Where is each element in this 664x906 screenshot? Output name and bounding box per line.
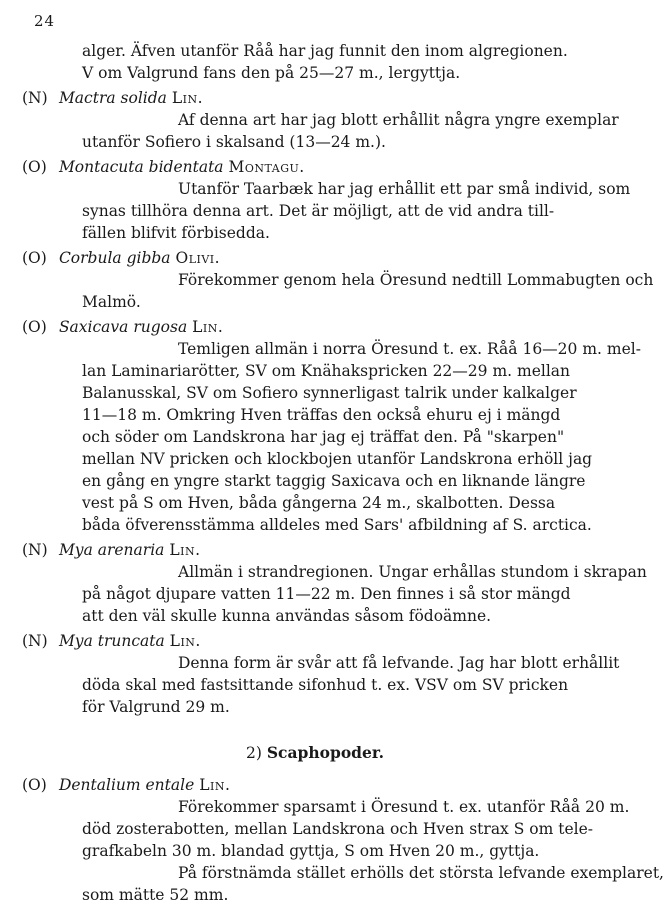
entry-line: Malmö. [82,293,141,311]
entry-line: Utanför Taarbæk har jag erhållit ett par små individ, som [178,180,631,198]
species-name: Montacuta bidentata [58,158,224,176]
species-author: Montagu. [228,158,305,176]
species-author: Lin. [192,318,224,336]
entry-line: Förekommer genom hela Öresund nedtill Lommabugten och [178,271,654,289]
species-heading [22,87,588,109]
entry-line: synas tillhöra denna art. Det är möjligt, att de vid andra till- [82,202,555,220]
species-entry [22,630,620,718]
entry-text [22,269,654,313]
intro-line: V om Valgrund fans den på 25—27 m., lergyttja. [82,64,461,82]
species-heading [22,774,588,796]
species-author: Lin. [169,541,201,559]
entry-line: på något djupare vatten 11—22 m. Den finnes i så stor mängd [82,585,571,603]
entry-line: Denna form är svår att få lefvande. Jag har blott erhållit [178,654,620,672]
entry-line: en gång en yngre starkt taggig Saxicava och en liknande längre [82,472,586,490]
entry-text [22,796,664,906]
species-author: Lin. [199,776,231,794]
species-author: Lin. [169,632,201,650]
section-number: 2) [246,744,262,762]
occurrence-marker: (O) [22,776,47,794]
entry-text [22,338,641,536]
species-heading [22,316,588,338]
entry-line: för Valgrund 29 m. [82,698,230,716]
occurrence-marker: (N) [22,632,48,650]
species-heading [22,156,588,178]
species-name: Mya truncata [58,632,165,650]
occurrence-marker: (N) [22,89,48,107]
section-heading [22,742,588,764]
entry-line: fällen blifvit förbisedda. [82,224,270,242]
entry-line: död zosterabotten, mellan Landskrona och Hven strax S om tele- [82,820,593,838]
page-number: 24 [34,12,56,30]
occurrence-marker: (O) [22,158,47,176]
species-heading [22,539,588,561]
entry-line: 11—18 m. Omkring Hven träffas den också ehuru ej i mängd [82,406,561,424]
entry-line: Af denna art har jag blott erhållit några yngre exemplar [178,111,619,129]
entry-line: båda öfverensstämma alldeles med Sars' afbildning af S. arctica. [82,516,592,534]
species-heading [22,630,588,652]
occurrence-marker: (N) [22,541,48,559]
species-entry [22,156,631,244]
species-name: Mya arenaria [58,541,165,559]
entry-text [22,561,647,627]
occurrence-marker: (O) [22,249,47,267]
species-entry [22,247,654,313]
occurrence-marker: (O) [22,318,47,336]
species-name: Saxicava rugosa [58,318,188,336]
species-entry [22,87,619,153]
entry-line: mellan NV pricken och klockbojen utanför Landskrona erhöll jag [82,450,593,468]
species-entry [22,316,641,536]
entry-text [22,109,619,153]
species-name: Mactra solida [58,89,167,107]
species-author: Olivi. [175,249,221,267]
species-name: Dentalium entale [58,776,195,794]
entry-line: Förekommer sparsamt i Öresund t. ex. utanför Råå 20 m. [178,798,630,816]
entry-text [22,178,631,244]
entry-line: och söder om Landskrona har jag ej träffat den. På "skarpen" [82,428,565,446]
species-heading [22,247,588,269]
entry-line: Allmän i strandregionen. Ungar erhållas stundom i skrapan [178,563,647,581]
entry-line: grafkabeln 30 m. blandad gyttja, S om Hven 20 m., gyttja. [82,842,540,860]
species-entry [22,539,647,627]
species-entry [22,774,664,906]
entry-line: utanför Sofiero i skalsand (13—24 m.). [82,133,386,151]
entry-line: Balanusskal, SV om Sofiero synnerligast talrik under kalkalger [82,384,577,402]
entry-text [22,652,620,718]
entry-line: som mätte 52 mm. [82,886,229,904]
intro-line: alger. Äfven utanför Råå har jag funnit den inom algregionen. [82,42,568,60]
entry-line: På förstnämda stället erhölls det största lefvande exemplaret, [178,864,664,882]
section-title: Scaphopoder. [266,743,384,762]
entry-line: lan Laminariarötter, SV om Knähakspricken 22—29 m. mellan [82,362,571,380]
species-author: Lin. [171,89,204,107]
entry-line: döda skal med fastsittande sifonhud t. ex. VSV om SV pricken [82,676,569,694]
entry-line: Temligen allmän i norra Öresund t. ex. Råå 16—20 m. mel- [178,340,641,358]
species-name: Corbula gibba [58,249,171,267]
entries-container [22,40,664,906]
entry-line: att den väl skulle kunna användas såsom födoämne. [82,607,492,625]
entry-line: vest på S om Hven, båda gångerna 24 m., skalbotten. Dessa [82,494,556,512]
intro-paragraph [22,40,578,84]
